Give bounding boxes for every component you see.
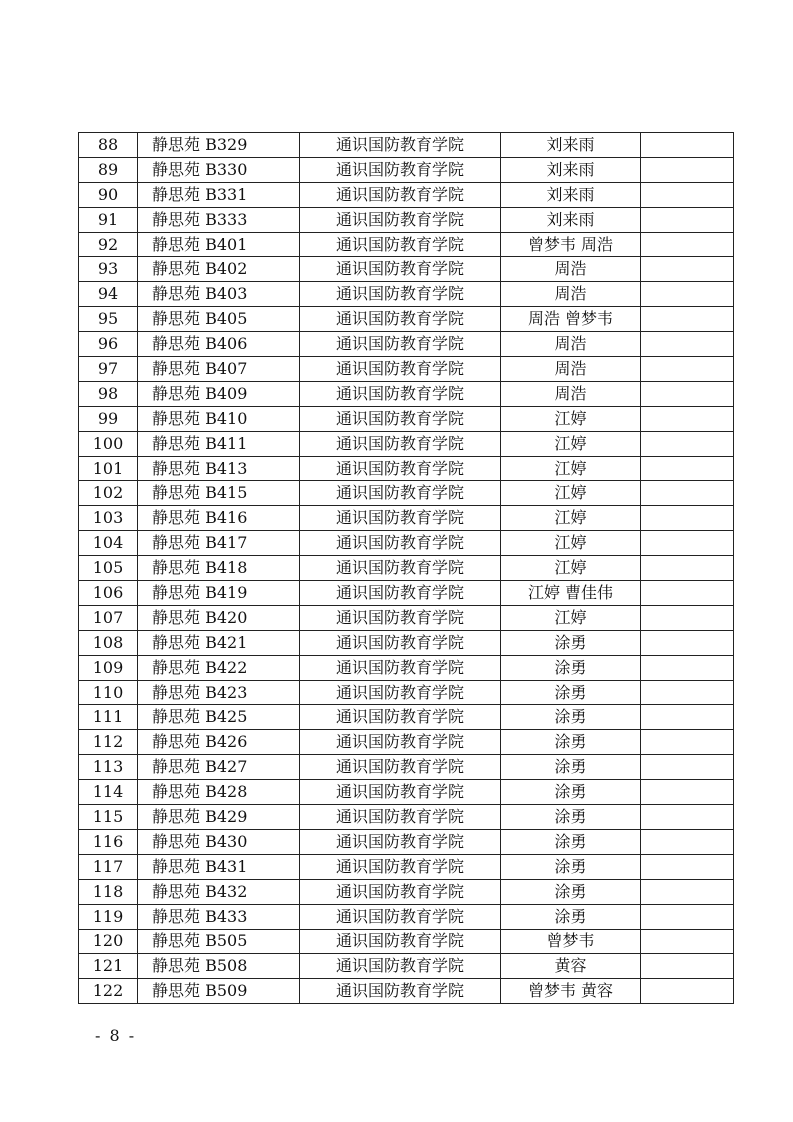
person-cell: 涂勇 [501, 630, 641, 655]
row-number-cell: 96 [79, 332, 138, 357]
room-cell: 静思苑 B509 [138, 979, 300, 1004]
row-number-cell: 114 [79, 780, 138, 805]
row-number-cell: 108 [79, 630, 138, 655]
row-number-cell: 102 [79, 481, 138, 506]
room-cell: 静思苑 B409 [138, 381, 300, 406]
table-row [79, 157, 734, 182]
note-cell [641, 730, 734, 755]
room-cell: 静思苑 B407 [138, 357, 300, 382]
note-cell [641, 406, 734, 431]
room-assignment-table [78, 132, 734, 1004]
person-cell: 涂勇 [501, 755, 641, 780]
table-row [79, 979, 734, 1004]
table-row [79, 904, 734, 929]
note-cell [641, 456, 734, 481]
row-number-cell: 95 [79, 307, 138, 332]
row-number-cell: 119 [79, 904, 138, 929]
room-cell: 静思苑 B423 [138, 680, 300, 705]
person-cell: 江婷 [501, 481, 641, 506]
room-cell: 静思苑 B410 [138, 406, 300, 431]
room-cell: 静思苑 B429 [138, 805, 300, 830]
note-cell [641, 929, 734, 954]
table-row [79, 755, 734, 780]
room-cell: 静思苑 B421 [138, 630, 300, 655]
row-number-cell: 110 [79, 680, 138, 705]
table-row [79, 655, 734, 680]
row-number-cell: 120 [79, 929, 138, 954]
note-cell [641, 605, 734, 630]
note-cell [641, 207, 734, 232]
row-number-cell: 115 [79, 805, 138, 830]
room-cell: 静思苑 B426 [138, 730, 300, 755]
row-number-cell: 109 [79, 655, 138, 680]
room-cell: 静思苑 B432 [138, 879, 300, 904]
room-cell: 静思苑 B331 [138, 182, 300, 207]
person-cell: 刘来雨 [501, 133, 641, 158]
row-number-cell: 90 [79, 182, 138, 207]
college-cell: 通识国防教育学院 [300, 332, 501, 357]
person-cell: 江婷 [501, 431, 641, 456]
person-cell: 黄容 [501, 954, 641, 979]
room-cell: 静思苑 B402 [138, 257, 300, 282]
person-cell: 涂勇 [501, 705, 641, 730]
row-number-cell: 117 [79, 854, 138, 879]
table-row [79, 431, 734, 456]
note-cell [641, 655, 734, 680]
college-cell: 通识国防教育学院 [300, 182, 501, 207]
person-cell: 涂勇 [501, 829, 641, 854]
table-row [79, 680, 734, 705]
table-row [79, 357, 734, 382]
note-cell [641, 829, 734, 854]
row-number-cell: 100 [79, 431, 138, 456]
college-cell: 通识国防教育学院 [300, 257, 501, 282]
person-cell: 江婷 [501, 456, 641, 481]
person-cell: 涂勇 [501, 780, 641, 805]
row-number-cell: 99 [79, 406, 138, 431]
note-cell [641, 182, 734, 207]
person-cell: 刘来雨 [501, 182, 641, 207]
person-cell: 江婷 [501, 531, 641, 556]
row-number-cell: 116 [79, 829, 138, 854]
college-cell: 通识国防教育学院 [300, 481, 501, 506]
college-cell: 通识国防教育学院 [300, 531, 501, 556]
college-cell: 通识国防教育学院 [300, 954, 501, 979]
note-cell [641, 755, 734, 780]
row-number-cell: 94 [79, 282, 138, 307]
note-cell [641, 157, 734, 182]
room-cell: 静思苑 B413 [138, 456, 300, 481]
note-cell [641, 307, 734, 332]
room-cell: 静思苑 B329 [138, 133, 300, 158]
person-cell: 刘来雨 [501, 157, 641, 182]
college-cell: 通识国防教育学院 [300, 556, 501, 581]
note-cell [641, 232, 734, 257]
table-row [79, 581, 734, 606]
table-body [79, 133, 734, 1004]
person-cell: 江婷 [501, 406, 641, 431]
note-cell [641, 531, 734, 556]
row-number-cell: 121 [79, 954, 138, 979]
note-cell [641, 630, 734, 655]
college-cell: 通识国防教育学院 [300, 904, 501, 929]
table-row [79, 232, 734, 257]
row-number-cell: 98 [79, 381, 138, 406]
college-cell: 通识国防教育学院 [300, 854, 501, 879]
college-cell: 通识国防教育学院 [300, 431, 501, 456]
person-cell: 江婷 [501, 556, 641, 581]
page-number: - 8 - [95, 1026, 137, 1045]
person-cell: 涂勇 [501, 730, 641, 755]
person-cell: 曾梦韦 周浩 [501, 232, 641, 257]
note-cell [641, 705, 734, 730]
room-cell: 静思苑 B431 [138, 854, 300, 879]
room-cell: 静思苑 B418 [138, 556, 300, 581]
row-number-cell: 113 [79, 755, 138, 780]
row-number-cell: 112 [79, 730, 138, 755]
note-cell [641, 680, 734, 705]
person-cell: 周浩 [501, 282, 641, 307]
room-cell: 静思苑 B508 [138, 954, 300, 979]
note-cell [641, 556, 734, 581]
person-cell: 涂勇 [501, 904, 641, 929]
table-row [79, 879, 734, 904]
note-cell [641, 954, 734, 979]
note-cell [641, 581, 734, 606]
note-cell [641, 357, 734, 382]
room-cell: 静思苑 B416 [138, 506, 300, 531]
person-cell: 周浩 [501, 332, 641, 357]
college-cell: 通识国防教育学院 [300, 307, 501, 332]
row-number-cell: 111 [79, 705, 138, 730]
note-cell [641, 381, 734, 406]
table-row [79, 780, 734, 805]
table-row [79, 332, 734, 357]
person-cell: 涂勇 [501, 655, 641, 680]
table-row [79, 854, 734, 879]
row-number-cell: 105 [79, 556, 138, 581]
table-row [79, 705, 734, 730]
college-cell: 通识国防教育学院 [300, 630, 501, 655]
college-cell: 通识国防教育学院 [300, 282, 501, 307]
note-cell [641, 332, 734, 357]
college-cell: 通识国防教育学院 [300, 133, 501, 158]
note-cell [641, 979, 734, 1004]
row-number-cell: 91 [79, 207, 138, 232]
row-number-cell: 106 [79, 581, 138, 606]
college-cell: 通识国防教育学院 [300, 705, 501, 730]
note-cell [641, 257, 734, 282]
note-cell [641, 431, 734, 456]
row-number-cell: 101 [79, 456, 138, 481]
row-number-cell: 93 [79, 257, 138, 282]
row-number-cell: 122 [79, 979, 138, 1004]
college-cell: 通识国防教育学院 [300, 456, 501, 481]
note-cell [641, 133, 734, 158]
college-cell: 通识国防教育学院 [300, 157, 501, 182]
person-cell: 周浩 曾梦韦 [501, 307, 641, 332]
table-row [79, 929, 734, 954]
person-cell: 涂勇 [501, 805, 641, 830]
room-cell: 静思苑 B406 [138, 332, 300, 357]
college-cell: 通识国防教育学院 [300, 730, 501, 755]
room-cell: 静思苑 B433 [138, 904, 300, 929]
college-cell: 通识国防教育学院 [300, 605, 501, 630]
table-row [79, 531, 734, 556]
room-cell: 静思苑 B425 [138, 705, 300, 730]
college-cell: 通识国防教育学院 [300, 929, 501, 954]
room-cell: 静思苑 B330 [138, 157, 300, 182]
room-cell: 静思苑 B430 [138, 829, 300, 854]
table-row [79, 381, 734, 406]
table-row [79, 954, 734, 979]
note-cell [641, 904, 734, 929]
person-cell: 涂勇 [501, 879, 641, 904]
room-cell: 静思苑 B333 [138, 207, 300, 232]
person-cell: 江婷 [501, 506, 641, 531]
room-cell: 静思苑 B401 [138, 232, 300, 257]
table-row [79, 829, 734, 854]
table-row [79, 307, 734, 332]
note-cell [641, 506, 734, 531]
room-cell: 静思苑 B417 [138, 531, 300, 556]
college-cell: 通识国防教育学院 [300, 381, 501, 406]
college-cell: 通识国防教育学院 [300, 780, 501, 805]
row-number-cell: 89 [79, 157, 138, 182]
row-number-cell: 104 [79, 531, 138, 556]
row-number-cell: 92 [79, 232, 138, 257]
table-row [79, 630, 734, 655]
table-row [79, 730, 734, 755]
room-cell: 静思苑 B505 [138, 929, 300, 954]
college-cell: 通识国防教育学院 [300, 406, 501, 431]
note-cell [641, 879, 734, 904]
room-cell: 静思苑 B427 [138, 755, 300, 780]
table-row [79, 133, 734, 158]
person-cell: 刘来雨 [501, 207, 641, 232]
note-cell [641, 805, 734, 830]
person-cell: 周浩 [501, 357, 641, 382]
person-cell: 曾梦韦 黄容 [501, 979, 641, 1004]
row-number-cell: 107 [79, 605, 138, 630]
room-cell: 静思苑 B428 [138, 780, 300, 805]
table-row [79, 257, 734, 282]
college-cell: 通识国防教育学院 [300, 207, 501, 232]
person-cell: 曾梦韦 [501, 929, 641, 954]
person-cell: 涂勇 [501, 854, 641, 879]
person-cell: 周浩 [501, 381, 641, 406]
table-row [79, 605, 734, 630]
college-cell: 通识国防教育学院 [300, 829, 501, 854]
table-row [79, 481, 734, 506]
table-row [79, 456, 734, 481]
person-cell: 江婷 曹佳伟 [501, 581, 641, 606]
note-cell [641, 481, 734, 506]
person-cell: 周浩 [501, 257, 641, 282]
college-cell: 通识国防教育学院 [300, 879, 501, 904]
room-cell: 静思苑 B415 [138, 481, 300, 506]
college-cell: 通识国防教育学院 [300, 655, 501, 680]
college-cell: 通识国防教育学院 [300, 755, 501, 780]
person-cell: 涂勇 [501, 680, 641, 705]
college-cell: 通识国防教育学院 [300, 979, 501, 1004]
note-cell [641, 854, 734, 879]
table-row [79, 805, 734, 830]
person-cell: 江婷 [501, 605, 641, 630]
table-row [79, 207, 734, 232]
table-row [79, 506, 734, 531]
table-row [79, 282, 734, 307]
room-cell: 静思苑 B411 [138, 431, 300, 456]
row-number-cell: 97 [79, 357, 138, 382]
college-cell: 通识国防教育学院 [300, 680, 501, 705]
room-cell: 静思苑 B420 [138, 605, 300, 630]
college-cell: 通识国防教育学院 [300, 581, 501, 606]
row-number-cell: 118 [79, 879, 138, 904]
college-cell: 通识国防教育学院 [300, 506, 501, 531]
room-cell: 静思苑 B403 [138, 282, 300, 307]
college-cell: 通识国防教育学院 [300, 805, 501, 830]
row-number-cell: 88 [79, 133, 138, 158]
room-cell: 静思苑 B419 [138, 581, 300, 606]
row-number-cell: 103 [79, 506, 138, 531]
note-cell [641, 780, 734, 805]
note-cell [641, 282, 734, 307]
table-row [79, 182, 734, 207]
room-cell: 静思苑 B405 [138, 307, 300, 332]
room-cell: 静思苑 B422 [138, 655, 300, 680]
table-row [79, 556, 734, 581]
college-cell: 通识国防教育学院 [300, 232, 501, 257]
table-row [79, 406, 734, 431]
college-cell: 通识国防教育学院 [300, 357, 501, 382]
